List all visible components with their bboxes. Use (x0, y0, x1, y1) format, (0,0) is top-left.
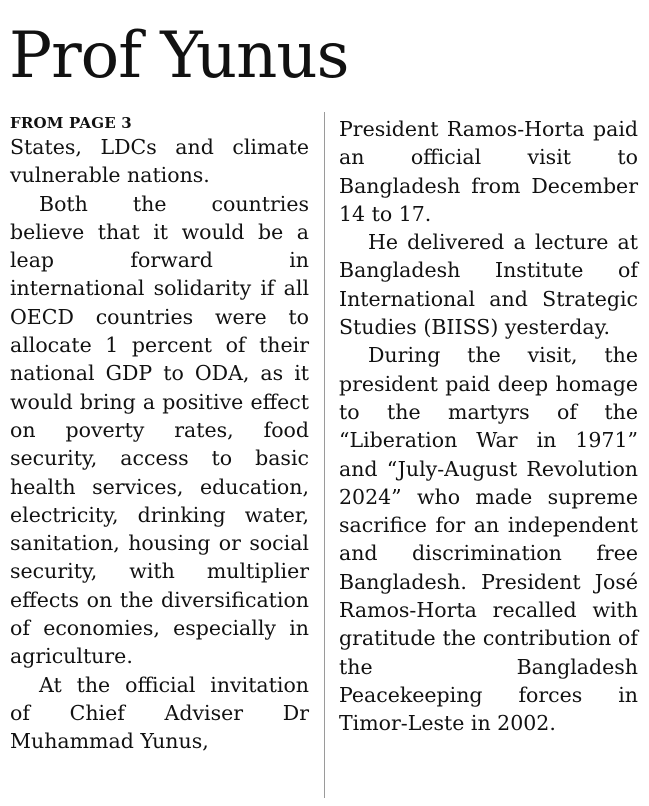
paragraph: At the official invitation of Chief Adviser Dr Muhammad Yunus, (10, 672, 309, 754)
paragraph: During the visit, the president paid deep homage to the martyrs of the “Liberation War in 1971” and “July-August Revolution 2024” who made supreme sacrifice for an independent and discrimination free Bangladesh. President José Ramos-Horta recalled with gratitude the contribution of the Bangladesh Peacekeeping forces in Timor-Leste in 2002. (339, 343, 638, 736)
continuation-kicker: FROM PAGE 3 (10, 114, 132, 132)
paragraph: President Ramos-Horta paid an official visit to Bangladesh from December 14 to 17. (339, 117, 638, 226)
paragraph: He delivered a lecture at Bangladesh Institute of International and Strategic Studies (BIISS) yesterday. (339, 230, 638, 340)
paragraph: Both the countries believe that it would be a leap forward in international solidarity if all OECD countries were to allocate 1 percent of their national GDP to ODA, as it would bring a positive effect on poverty rates, food security, access to basic health services, education, electricity, drinking water, sanitation, housing or social security, with multiplier effects on the diversification of economies, especially in agriculture. (10, 191, 309, 669)
column-divider (324, 112, 325, 798)
article-column-right (339, 115, 638, 738)
article-column-left (10, 112, 309, 756)
paragraph: States, LDCs and climate vulnerable nations. (10, 135, 309, 188)
headline: Prof Yunus (9, 19, 349, 93)
